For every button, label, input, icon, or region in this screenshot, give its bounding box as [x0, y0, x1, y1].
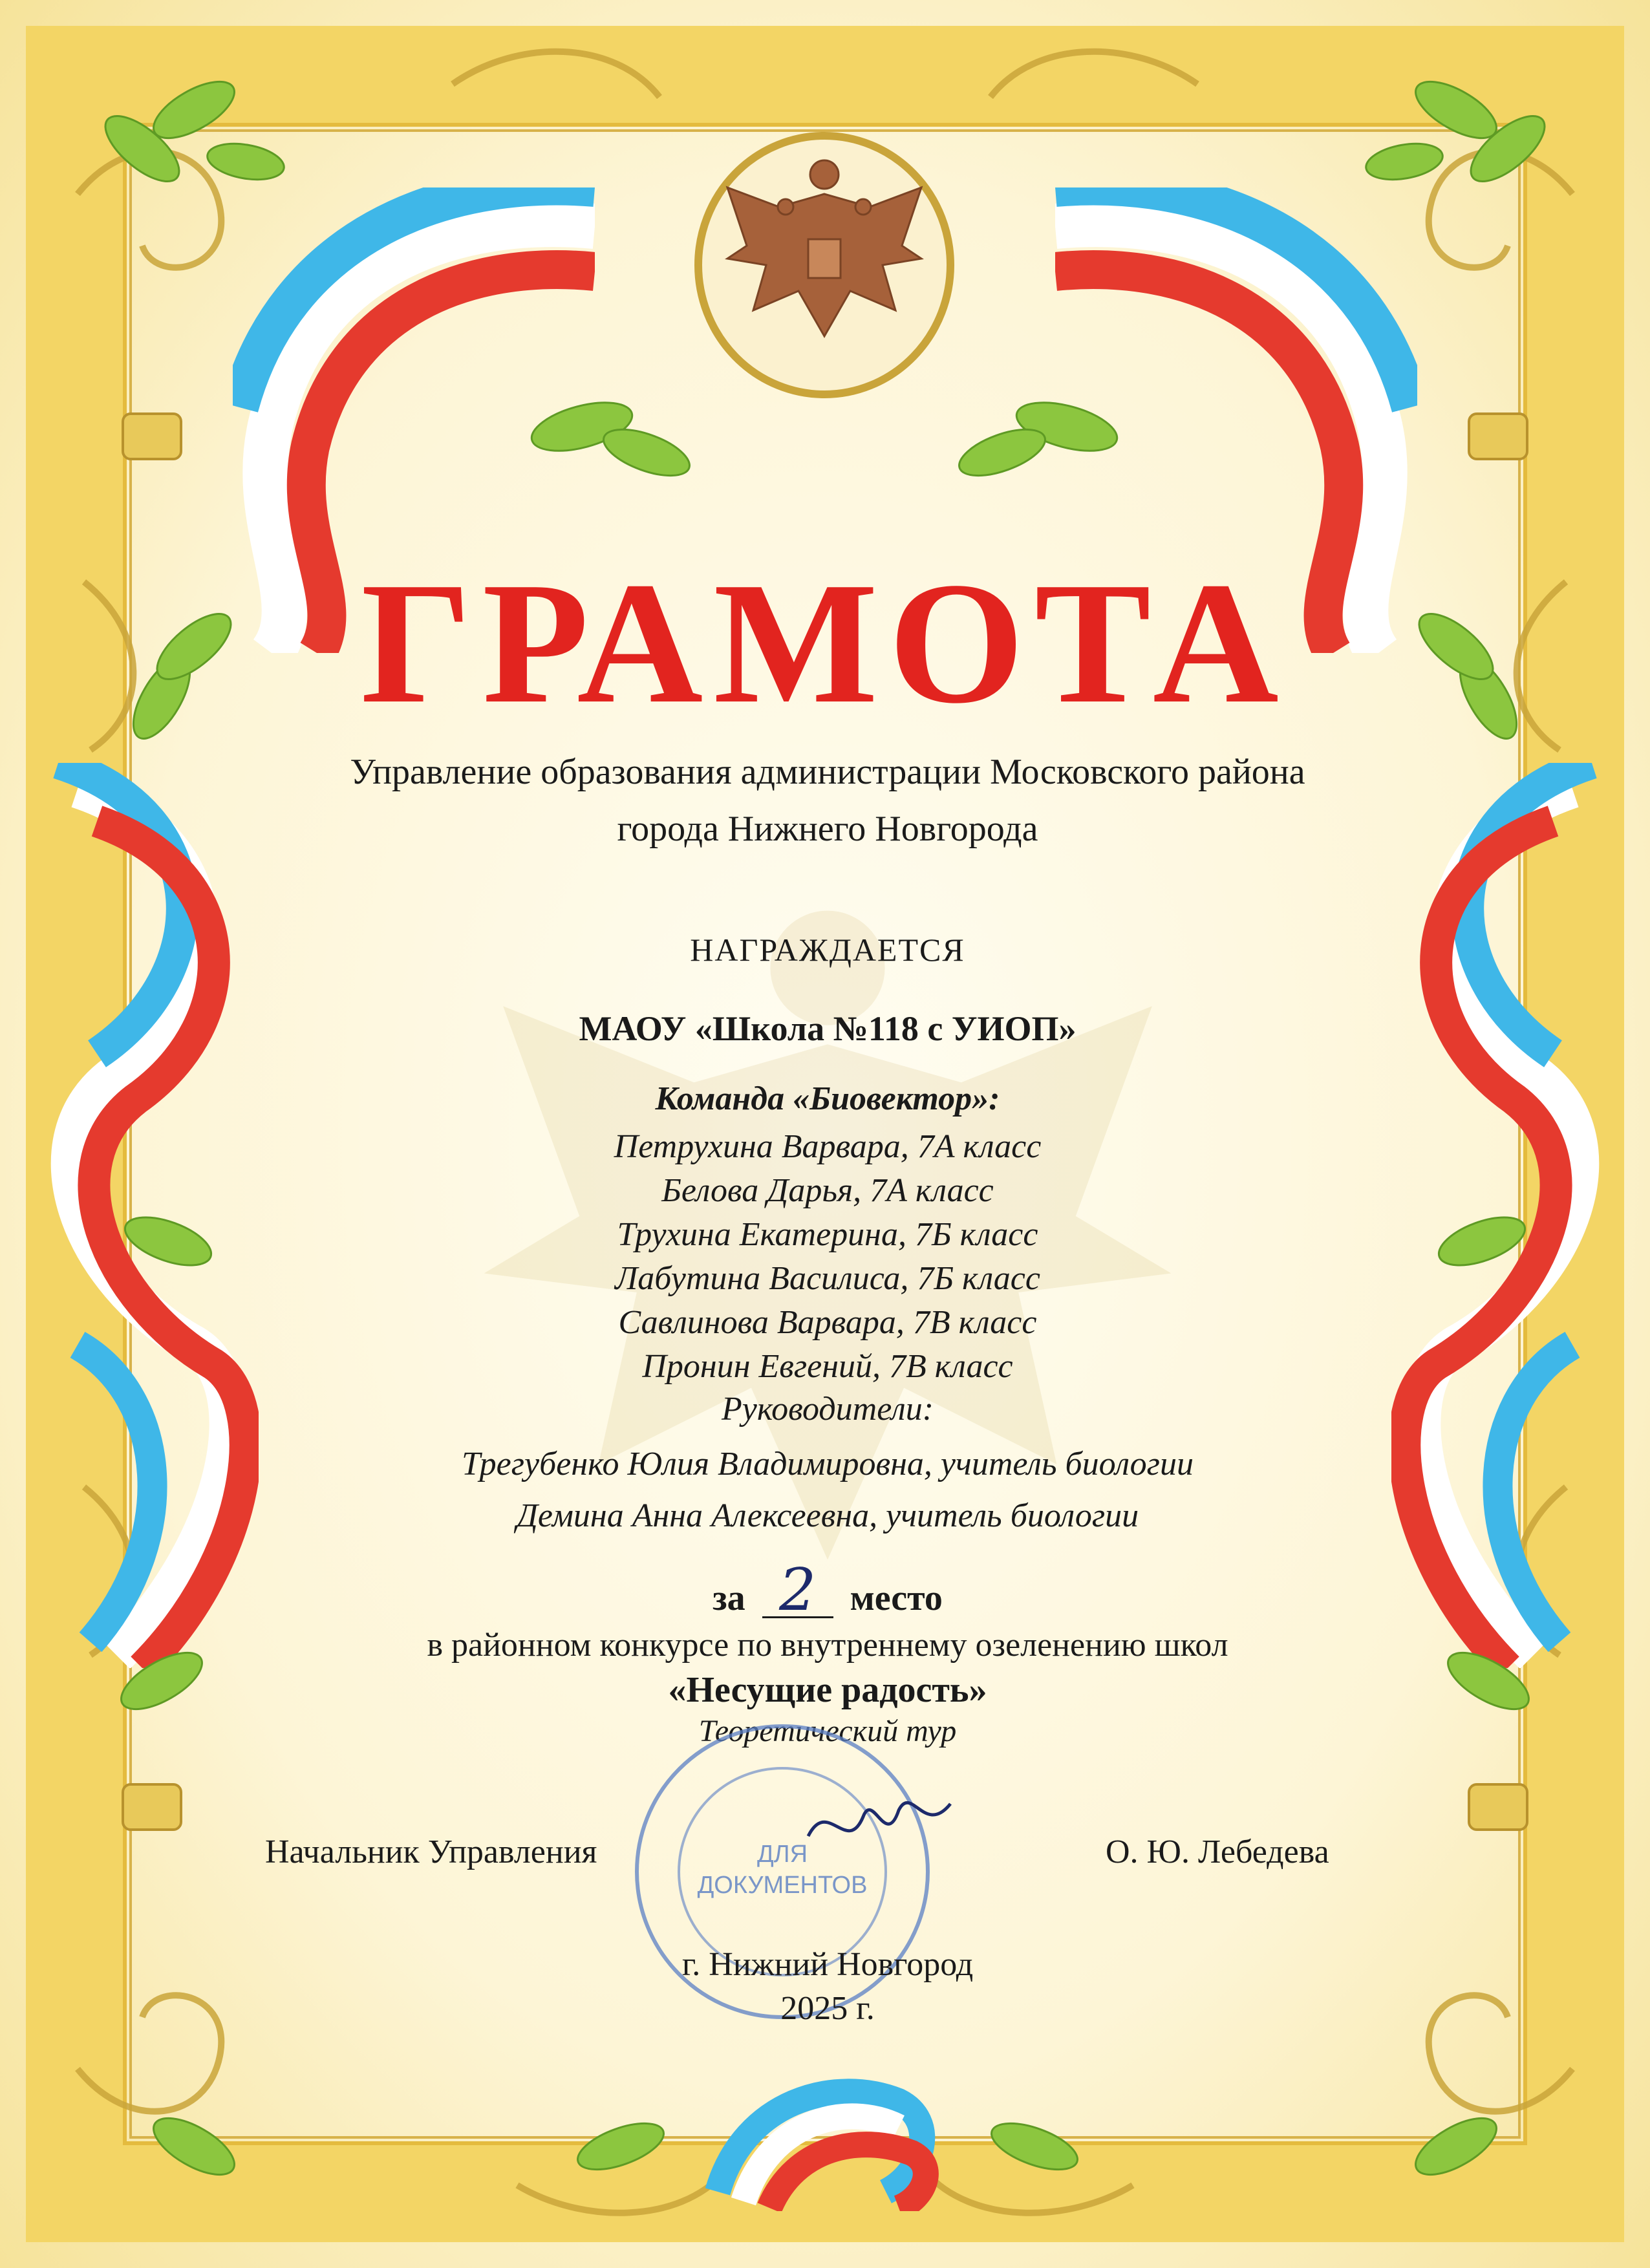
members-list: [213, 1125, 1442, 1389]
signature: [802, 1771, 957, 1862]
contest-name: «Несущие радость»: [668, 1670, 987, 1710]
signer-name: О. Ю. Лебедева: [1106, 1834, 1329, 1870]
stamp-text-2: ДОКУМЕНТОВ: [697, 1872, 868, 1899]
leaders-title: Руководители:: [721, 1391, 934, 1428]
place-suffix: место: [850, 1578, 943, 1618]
tour-label: Теоретический тур: [698, 1714, 957, 1748]
list-item: Пронин Евгений, 7В класс: [642, 1348, 1013, 1385]
stamp-text-1: ДЛЯ: [756, 1841, 808, 1868]
certificate-title: ГРАМОТА: [361, 546, 1289, 740]
school-name: МАОУ «Школа №118 с УИОП»: [579, 1009, 1077, 1048]
list-item: Белова Дарья, 7А класс: [661, 1172, 994, 1209]
list-item: Демина Анна Алексеевна, учитель биологии: [516, 1497, 1139, 1534]
list-item: Лабутина Василиса, 7Б класс: [615, 1260, 1040, 1297]
list-item: Трегубенко Юлия Владимировна, учитель биологии: [462, 1446, 1194, 1482]
year: 2025 г.: [780, 1990, 875, 2027]
list-item: Трухина Екатерина, 7Б класс: [617, 1216, 1038, 1253]
team-title: Команда «Биовектор»:: [655, 1080, 1000, 1117]
place-prefix: за: [712, 1578, 745, 1618]
list-item: Петрухина Варвара, 7А класс: [614, 1128, 1042, 1165]
awarded-label: НАГРАЖДАЕТСЯ: [690, 932, 965, 968]
coat-of-arms-emblem: [689, 129, 960, 401]
issuer-block: [213, 744, 1442, 857]
issuer-line-2: города Нижнего Новгорода: [617, 809, 1038, 849]
list-item: Савлинова Варвара, 7В класс: [618, 1304, 1037, 1341]
place-and-date: [213, 1943, 1442, 2031]
city: г. Нижний Новгород: [681, 1946, 974, 1983]
issuer-line-1: Управление образования администрации Московского района: [350, 752, 1305, 792]
contest-line: в районном конкурсе по внутреннему озеленению школ: [427, 1627, 1228, 1664]
signer-title: Начальник Управления: [265, 1834, 597, 1870]
place-number: 2: [762, 1565, 833, 1618]
place-line: [213, 1556, 1442, 1624]
leaders-list: [213, 1439, 1442, 1542]
